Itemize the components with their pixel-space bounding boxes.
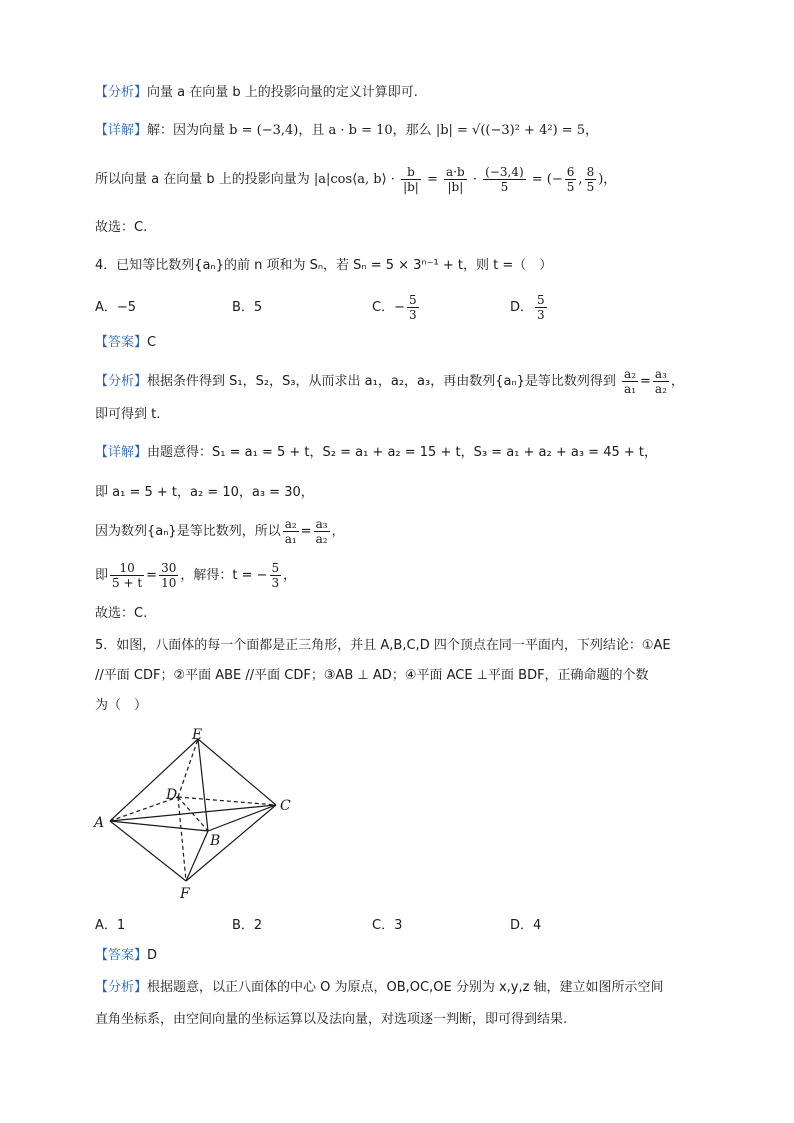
analysis-tag: 【分析】 — [95, 374, 148, 389]
frac-vector-over-5: $\frac{(-3,4)}{5}$ — [485, 165, 524, 194]
edge-ac — [110, 805, 276, 821]
detail-tag: 【详解】 — [95, 123, 148, 138]
edge-ec — [198, 739, 276, 805]
edge-ab — [110, 821, 208, 831]
q5-option-d: D．4 — [510, 918, 542, 933]
q3-detail-text: 解：因为向量 — [147, 123, 226, 138]
edge-fb — [186, 831, 208, 881]
vertex-label-d: D — [166, 787, 178, 803]
q4-detail-line-1 — [95, 443, 657, 463]
answer-tag: 【答案】 — [95, 335, 148, 350]
result-open: = (− — [531, 172, 563, 187]
edge-ae — [110, 739, 198, 821]
q4-option-c: C．− $\frac{5}{3}$ — [372, 293, 417, 322]
q5-option-b: B．2 — [232, 918, 263, 933]
q5-analysis-text: 根据题意，以正八面体的中心 O 为原点，OB,OC,OE 分别为 x,y,z 轴，建立如图所示空间 — [147, 980, 664, 995]
edge-fc — [186, 805, 276, 881]
q5-analysis-line-1 — [95, 978, 664, 998]
analysis-tag: 【分析】 — [95, 85, 148, 100]
vertex-label-e: E — [192, 727, 203, 743]
comma: , — [578, 172, 583, 187]
frac-6-5: $\frac{6}{5}$ — [566, 165, 575, 194]
vertex-label-c: C — [280, 798, 291, 814]
q4-detail-line-4: 即 $\frac{10}{5 + t}$ = $\frac{30}{10}$ ，解得：t = − $\frac{5}{3}$ ， — [95, 561, 297, 590]
q3-analysis-line — [95, 83, 418, 103]
q4-option-d: D． $\frac{5}{3}$ — [510, 293, 545, 322]
dot: · — [472, 172, 477, 187]
q5-stem-line-2: //平面 CDF；②平面 ABE //平面 CDF；③AB ⊥ AD；④平面 ACE ⊥平面 BDF，正确命题的个数 — [95, 668, 649, 683]
answer-tag: 【答案】 — [95, 948, 148, 963]
edge-df — [178, 797, 186, 881]
q4-answer-line — [95, 333, 156, 353]
vertex-label-b: B — [210, 833, 221, 849]
edge-af — [110, 821, 186, 881]
octahedron-figure — [90, 725, 300, 905]
q3-choice: 故选：C. — [95, 220, 148, 235]
q4-answer: C — [147, 335, 157, 350]
q5-option-c: C．3 — [372, 918, 403, 933]
q4-detail-line-3: 因为数列{aₙ}是等比数列，所以 $\frac{\text{a₂}}{\text{a₁}}$ = $\frac{\text{a₃}}{\text{a₂}}$ ， — [95, 517, 345, 546]
q5-stem-line-1: 5．如图，八面体的每一个面都是正三角形，并且 A,B,C,D 四个顶点在同一平面内，下列结论：①AE — [95, 638, 671, 653]
q4-option-a: A．−5 — [95, 300, 137, 315]
frac-8-5: $\frac{8}{5}$ — [586, 165, 595, 194]
q5-stem-line-3: 为（ ） — [95, 698, 148, 713]
q4-analysis-line-1: 【分析】根据条件得到 S₁，S₂，S₃，从而求出 a₁，a₂，a₃，再由数列{aₙ}是等比数列得到 $\frac{\text{a₂}}{\text{a₁}}$ = $\frac{\text{a₃}}{\text{a₂}}$ ， — [95, 367, 684, 396]
q5-option-a: A．1 — [95, 918, 126, 933]
q4-analysis-text: 根据条件得到 S₁，S₂，S₃，从而求出 a₁，a₂，a₃，再由数列{aₙ}是等比数列得到 — [147, 374, 616, 389]
q5-analysis-line-2: 直角坐标系，由空间向量的坐标运算以及法向量，对选项逐一判断，即可得到结果. — [95, 1012, 568, 1027]
q4-detail-text: 由题意得：S₁ = a₁ = 5 + t，S₂ = a₁ + a₂ = 15 + t，S₃ = a₁ + a₂ + a₃ = 45 + t， — [147, 445, 658, 460]
frac-dot-over-norm: $\frac{a\cdot b}{|b|}$ — [446, 165, 465, 194]
q4-analysis-line-2: 即可得到 t. — [95, 407, 161, 422]
q4-choice: 故选：C. — [95, 606, 148, 621]
frac-b-over-norm: $\frac{b}{|b|}$ — [403, 165, 419, 194]
q5-answer-line — [95, 946, 157, 966]
vertex-label-f: F — [180, 886, 190, 902]
result-close: )， — [598, 172, 617, 187]
q5-answer: D — [147, 948, 158, 963]
q3-projection-text: 所以向量 a 在向量 b 上的投影向量为 — [95, 172, 310, 187]
q4-stem: 4．已知等比数列{aₙ}的前 n 项和为 Sₙ，若 Sₙ = 5 × 3ⁿ⁻¹ + t，则 t =（ ） — [95, 258, 553, 273]
vertex-label-a: A — [94, 815, 105, 831]
detail-tag: 【详解】 — [95, 445, 148, 460]
equals: = — [427, 172, 438, 187]
edge-eb — [198, 739, 208, 831]
q3-detail-norm: |b| = √((−3)² + 4²) = 5， — [435, 123, 599, 138]
q3-projection-formula: |a|cos⟨a, b⟩ · — [313, 172, 395, 187]
q3-analysis-text: 向量 a 在向量 b 上的投影向量的定义计算即可. — [147, 85, 418, 100]
q3-detail-math: b = (−3,4)，且 a · b = 10，那么 — [229, 123, 432, 138]
q3-detail-line-1 — [95, 121, 598, 141]
q4-detail-line-2: 即 a₁ = 5 + t，a₂ = 10，a₃ = 30， — [95, 485, 314, 500]
q4-option-b: B．5 — [232, 300, 263, 315]
analysis-tag: 【分析】 — [95, 980, 148, 995]
edge-dc — [178, 797, 276, 805]
edge-bc — [208, 805, 276, 831]
q3-detail-line-2 — [95, 162, 616, 198]
